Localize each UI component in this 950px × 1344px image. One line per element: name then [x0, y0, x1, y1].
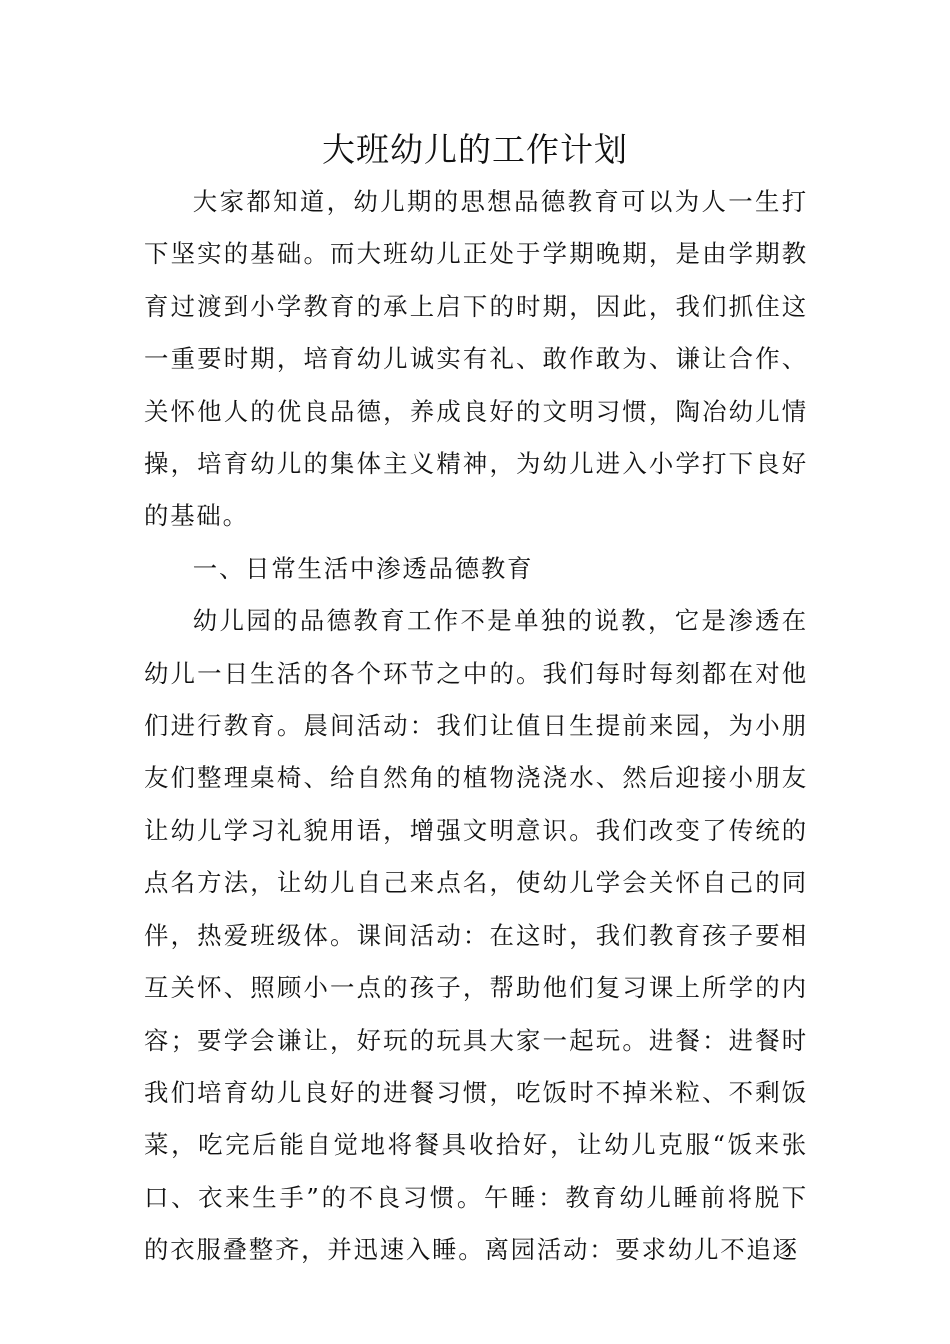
intro-paragraph: 大家都知道，幼儿期的思想品德教育可以为人一生打下坚实的基础。而大班幼儿正处于学期晚期，是由学期教育过渡到小学教育的承上启下的时期，因此，我们抓住这一重要时期，培育幼儿诚实有礼、敢作敢为、谦让合作、关怀他人的优良品德，养成良好的文明习惯，陶冶幼儿情操，培育幼儿的集体主义精神，为幼儿进入小学打下良好的基础。 [144, 187, 808, 531]
document-title: 大班幼儿的工作计划 [322, 130, 628, 169]
section-paragraph: 幼儿园的品德教育工作不是单独的说教，它是渗透在幼儿一日生活的各个环节之中的。我们每时每刻都在对他们进行教育。晨间活动：我们让值日生提前来园，为小朋友们整理桌椅、给自然角的植物浇浇水、然后迎接小朋友让幼儿学习礼貌用语，增强文明意识。我们改变了传统的点名方法，让幼儿自己来点名，使幼儿学会关怀自己的同伴，热爱班级体。课间活动：在这时，我们教育孩子要相互关怀、照顾小一点的孩子，帮助他们复习课上所学的内容；要学会谦让，好玩的玩具大家一起玩。进餐：进餐时我们培育幼儿良好的进餐习惯，吃饭时不掉米粒、不剩饭菜，吃完后能自觉地将餐具收拾好，让幼儿克服“饭来张口、衣来生手”的不良习惯。午睡：教育幼儿睡前将脱下的衣服叠整齐，并迅速入睡。离园活动：要求幼儿不追逐 [144, 606, 808, 1265]
section-heading: 一、日常生活中渗透品德教育 [192, 553, 534, 583]
document-body [144, 176, 808, 1277]
